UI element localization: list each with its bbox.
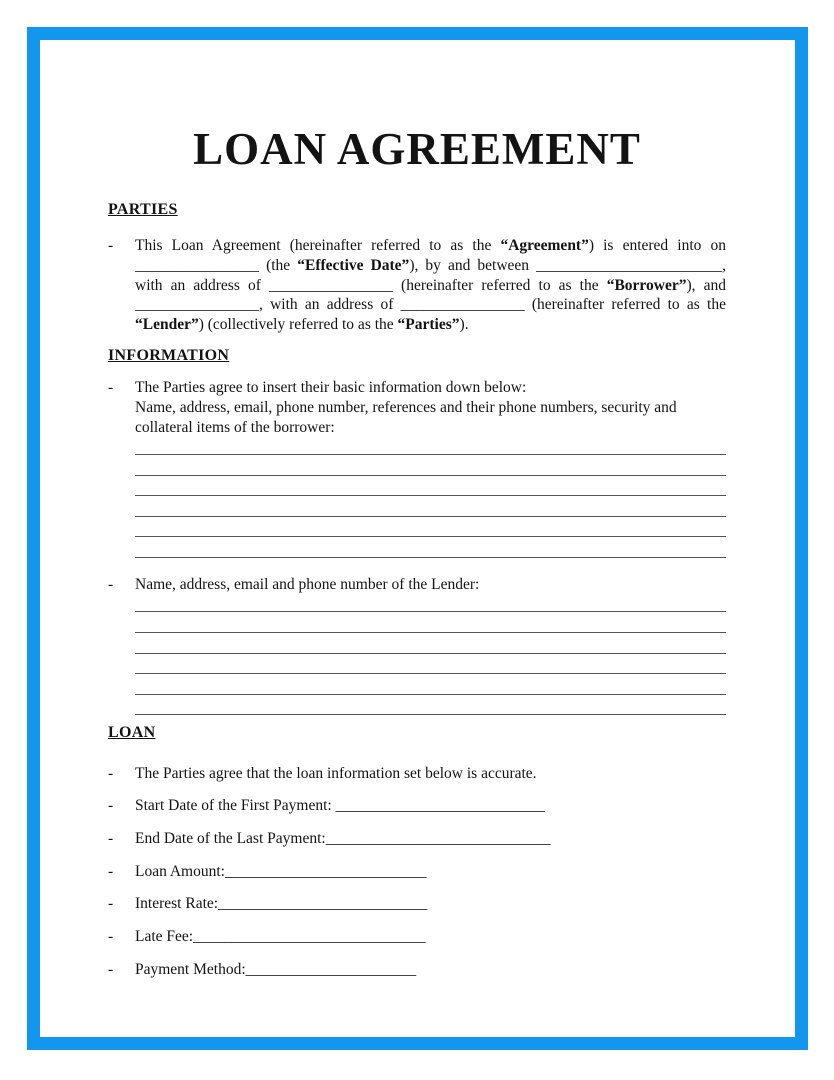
lender-write-lines (135, 592, 726, 716)
loan-fields (108, 796, 726, 980)
field-blank-line: ______________________ (245, 961, 417, 979)
field-end-date (108, 829, 726, 849)
field-blank-line: _____________________________ (325, 829, 551, 847)
borrower-prompt-line2: Name, address, email, phone number, references and their phone numbers, security and collateral items of the borrower: (135, 398, 677, 436)
field-payment-method (108, 960, 726, 980)
bullet-dash: - (108, 378, 114, 396)
field-blank-line: ___________________________ (218, 895, 428, 913)
write-line (135, 537, 726, 558)
loan-intro (108, 764, 726, 784)
bullet-dash: - (108, 765, 114, 783)
borrower-info-prompt (108, 378, 726, 437)
borrower-prompt-line1: The Parties agree to insert their basic information down below: (135, 378, 527, 396)
write-line (135, 695, 726, 716)
loan-intro-text: The Parties agree that the loan information set below is accurate. (135, 765, 537, 783)
bullet-dash: - (108, 829, 114, 847)
field-start-date (108, 796, 726, 816)
field-interest-rate (108, 894, 726, 914)
field-blank-line: __________________________ (224, 862, 427, 880)
write-line (135, 654, 726, 675)
field-label: Interest Rate: (135, 895, 219, 913)
lender-info-prompt (108, 575, 726, 595)
field-label: Late Fee: (135, 928, 194, 946)
section-heading-loan: LOAN (108, 724, 156, 742)
field-label: Payment Method: (135, 961, 246, 979)
write-line (135, 592, 726, 613)
bullet-dash: - (108, 928, 114, 946)
field-label: End Date of the Last Payment: (135, 829, 326, 847)
field-blank-line: ______________________________ (193, 928, 426, 946)
write-line (135, 674, 726, 695)
bullet-dash: - (108, 961, 114, 979)
write-line (135, 612, 726, 633)
borrower-write-lines (135, 434, 726, 558)
bullet-dash: - (108, 862, 114, 880)
borrower-info-prompt-text (135, 378, 726, 437)
bullet-dash: - (108, 797, 114, 815)
field-label: Start Date of the First Payment: (135, 797, 336, 815)
field-label: Loan Amount: (135, 862, 225, 880)
write-line (135, 633, 726, 654)
write-line (135, 517, 726, 538)
bullet-dash: - (108, 575, 114, 593)
lender-info-prompt-text: Name, address, email and phone number of the Lender: (135, 575, 480, 593)
bullet-dash: - (108, 237, 114, 254)
section-heading-parties: PARTIES (108, 201, 178, 218)
parties-clause-text: This Loan Agreement (hereinafter referred to as the “Agreement”) is entered into on ________________ (the “Effective Date”), by and between ________________________, with an address of ________________ (hereinafter referred to as the “Borrower”), and ________________, with an address of ________________ (hereinafter referred to as the “Lender”) (collectively referred to as the “Parties”). (135, 237, 726, 334)
write-line (135, 455, 726, 476)
field-loan-amount (108, 862, 726, 882)
field-late-fee (108, 927, 726, 947)
section-heading-information: INFORMATION (108, 346, 230, 364)
field-blank-line: ___________________________ (335, 797, 545, 815)
document-title: LOAN AGREEMENT (193, 124, 641, 174)
bullet-dash: - (108, 895, 114, 913)
write-line (135, 496, 726, 517)
document-page (108, 40, 726, 993)
write-line (135, 434, 726, 455)
parties-clause (108, 236, 726, 335)
write-line (135, 476, 726, 497)
